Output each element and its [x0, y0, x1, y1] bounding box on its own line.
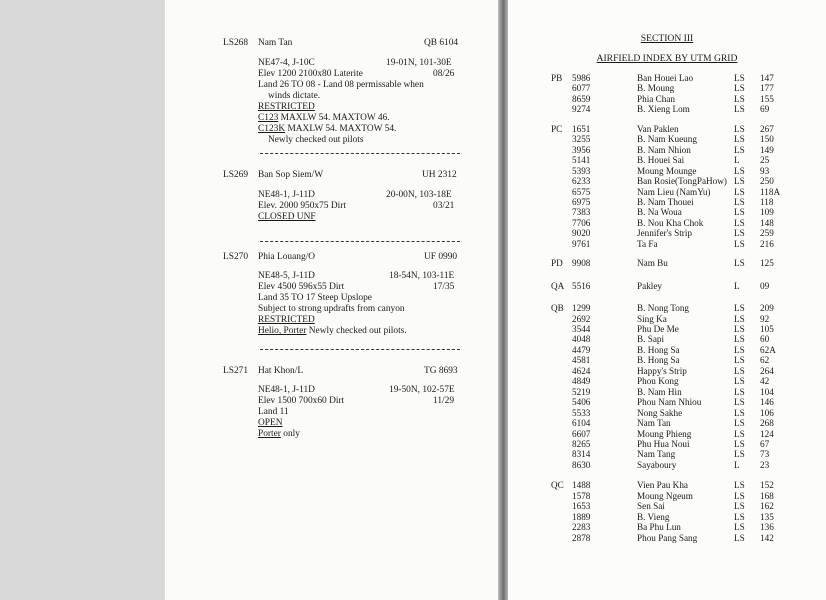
grid-number: 6104 [572, 418, 591, 429]
airfield-type: LS [734, 186, 745, 197]
entry-coords: 20-00N, 103-18E [386, 190, 452, 200]
grid-number: 5986 [572, 73, 591, 83]
airfield-id: 147 [760, 73, 774, 83]
entry-status: OPEN [258, 418, 283, 428]
entry-code: LS269 [223, 170, 249, 180]
section-label: SECTION III [640, 33, 694, 44]
entry-map-ref: NE48-1, J-11D [258, 385, 315, 395]
entry-code: LS270 [223, 252, 249, 262]
entry-status: RESTRICTED [258, 315, 315, 325]
airfield-id: 149 [760, 144, 774, 155]
entry-aircraft [258, 429, 300, 440]
airfield-type: LS [734, 418, 745, 429]
left-page [165, 0, 500, 600]
grid-number: 8314 [572, 449, 591, 460]
entry-restriction [258, 124, 396, 135]
airfield-name: Sen Sai [637, 501, 665, 512]
airfield-id: 267 [760, 123, 774, 134]
entry-grid: TG 8693 [424, 366, 458, 376]
airfield-id: 62A [760, 344, 776, 355]
grid-number: 1488 [572, 480, 591, 491]
airfield-name: Nam Tan [637, 418, 671, 429]
airfield-name: B. Nam Hin [637, 386, 682, 397]
entry-runway: 17/35 [433, 282, 455, 292]
airfield-type: LS [734, 501, 745, 512]
airfield-id: 259 [760, 228, 774, 239]
utm-grid-zone: QC [551, 480, 564, 491]
entry-coords: 19-01N, 101-30E [386, 58, 452, 68]
utm-grid-zone: QA [551, 280, 565, 291]
grid-number: 6607 [572, 428, 591, 439]
airfield-name: B. Nam Kueung [637, 134, 697, 145]
airfield-id: 150 [760, 134, 774, 145]
entry-code: LS271 [223, 366, 249, 376]
entry-map-ref: NE47-4, J-10C [258, 58, 315, 68]
airfield-name: B. Nou Kha Chok [637, 217, 704, 228]
grid-number: 3544 [572, 324, 591, 334]
airfield-id: 177 [760, 83, 774, 94]
divider [260, 241, 460, 242]
entry-runway: 11/29 [433, 396, 455, 406]
grid-number: 8265 [572, 438, 591, 449]
airfield-name: Phou Kong [637, 376, 679, 387]
airfield-name: Nam Tang [637, 449, 676, 460]
aircraft-note: only [280, 429, 300, 439]
grid-number: 7383 [572, 207, 591, 218]
airfield-name: Nong Sakhe [637, 407, 683, 418]
airfield-name: Ba Phu Lun [637, 522, 681, 533]
grid-number: 6575 [572, 186, 591, 197]
airfield-name: Nam Lieu (NamYu) [637, 186, 711, 197]
entry-status: CLOSED UNF [258, 212, 316, 222]
airfield-name: Phu De Me [637, 324, 679, 334]
airfield-name: Ban Houei Lao [637, 73, 694, 83]
airfield-name: B. Sapi [637, 334, 665, 345]
entry-aircraft [258, 326, 407, 337]
grid-number: 4048 [572, 334, 591, 345]
airfield-id: 92 [760, 313, 770, 324]
airfield-id: 142 [760, 532, 774, 543]
airfield-id: 135 [760, 511, 774, 522]
grid-number: 4581 [572, 355, 591, 366]
aircraft-type: Porter [258, 429, 281, 439]
grid-number: 8659 [572, 93, 591, 104]
entry-map-ref: NE48-5, J-11D [258, 271, 315, 281]
airfield-id: 264 [760, 365, 774, 376]
airfield-id: 209 [760, 303, 774, 314]
airfield-id: 69 [760, 104, 770, 115]
airfield-type: LS [734, 397, 745, 408]
airfield-type: L [734, 280, 740, 291]
airfield-id: 148 [760, 217, 774, 228]
airfield-name: B. Vieng [637, 511, 670, 522]
airfield-id: 105 [760, 324, 774, 334]
airfield-type: LS [734, 83, 745, 94]
grid-number: 9908 [572, 258, 591, 269]
grid-number: 9761 [572, 238, 591, 249]
utm-grid-zone: PD [551, 258, 563, 269]
airfield-type: LS [734, 522, 745, 533]
entry-runway: 03/21 [433, 201, 455, 211]
airfield-id: 60 [760, 334, 770, 345]
airfield-type: LS [734, 258, 745, 269]
airfield-type: LS [734, 480, 745, 491]
airfield-type: LS [734, 386, 745, 397]
entry-elev: Elev 1500 700x60 Dirt [258, 396, 345, 406]
airfield-type: LS [734, 438, 745, 449]
airfield-name: Ta Fa [637, 238, 658, 249]
airfield-type: LS [734, 93, 745, 104]
airfield-id: 62 [760, 355, 770, 366]
utm-grid-zone: PC [551, 123, 563, 134]
airfield-id: 155 [760, 93, 774, 104]
entry-restriction [258, 113, 390, 124]
airfield-type: LS [734, 303, 745, 314]
entry-status: RESTRICTED [258, 102, 315, 112]
entry-elev: Elev 1200 2100x80 Laterite [258, 69, 363, 79]
grid-number: 7706 [572, 217, 591, 228]
airfield-type: LS [734, 104, 745, 115]
airfield-id: 23 [760, 459, 770, 470]
restriction-text: MAXLW 54. MAXTOW 54. [285, 124, 397, 134]
scan-margin [0, 0, 165, 600]
entry-grid: UH 2312 [422, 170, 457, 180]
grid-number: 3956 [572, 144, 591, 155]
airfield-name: Nam Bu [637, 258, 668, 269]
airfield-type: LS [734, 324, 745, 334]
grid-number: 9020 [572, 228, 591, 239]
grid-number: 2283 [572, 522, 591, 533]
airfield-type: LS [734, 376, 745, 387]
grid-number: 5516 [572, 280, 591, 291]
entry-elev: Elev. 2000 950x75 Dirt [258, 201, 346, 211]
entry-note: winds dictate. [268, 91, 321, 101]
grid-number: 4479 [572, 344, 591, 355]
airfield-type: LS [734, 511, 745, 522]
airfield-type: LS [734, 532, 745, 543]
airfield-type: LS [734, 344, 745, 355]
grid-number: 1299 [572, 303, 591, 314]
grid-number: 5219 [572, 386, 591, 397]
entry-name: Hat Khon/L [258, 366, 304, 376]
airfield-name: Vien Pau Kha [637, 480, 688, 491]
airfield-id: 118 [760, 196, 774, 207]
airfield-id: 216 [760, 238, 774, 249]
airfield-id: 168 [760, 490, 774, 501]
airfield-name: B. Hong Sa [637, 344, 680, 355]
grid-number: 6077 [572, 83, 591, 94]
grid-number: 1578 [572, 490, 591, 501]
airfield-type: LS [734, 165, 745, 176]
airfield-type: LS [734, 365, 745, 376]
airfield-name: Moung Phieng [637, 428, 692, 439]
grid-number: 1651 [572, 123, 591, 134]
airfield-name: Moung Mounge [637, 165, 697, 176]
airfield-type: LS [734, 207, 745, 218]
airfield-name: Phu Hua Noui [637, 438, 690, 449]
airfield-id: 268 [760, 418, 774, 429]
right-page [508, 0, 826, 600]
airfield-type: LS [734, 73, 745, 83]
index-title [508, 53, 826, 64]
airfield-id: 67 [760, 438, 770, 449]
airfield-name: Happy's Strip [637, 365, 687, 376]
grid-number: 3255 [572, 134, 591, 145]
grid-number: 2692 [572, 313, 591, 324]
airfield-type: L [734, 459, 740, 470]
airfield-type: LS [734, 228, 745, 239]
utm-grid-zone: PB [551, 73, 563, 83]
airfield-name: Sing Ka [637, 313, 667, 324]
airfield-id: 104 [760, 386, 774, 397]
entry-name: Nam Tan [258, 38, 293, 48]
grid-number: 9274 [572, 104, 591, 115]
airfield-name: B. Na Woua [637, 207, 682, 218]
aircraft-type: Helio, Porter [258, 326, 307, 336]
airfield-name: B. Nong Tong [637, 303, 690, 314]
airfield-id: 109 [760, 207, 774, 218]
entry-name: Phia Louang/O [258, 252, 316, 262]
airfield-name: B. Nam Nhion [637, 144, 691, 155]
airfield-id: 124 [760, 428, 774, 439]
airfield-id: 146 [760, 397, 774, 408]
grid-number: 6975 [572, 196, 591, 207]
airfield-id: 250 [760, 176, 774, 187]
airfield-name: Van Paklen [637, 123, 679, 134]
grid-number: 1889 [572, 511, 591, 522]
airfield-type: LS [734, 355, 745, 366]
airfield-name: Phou Nam Nhiou [637, 397, 702, 408]
grid-number: 6233 [572, 176, 591, 187]
airfield-id: 73 [760, 449, 770, 460]
airfield-name: B. Nam Thouei [637, 196, 694, 207]
airfield-name: Phia Chan [637, 93, 676, 104]
airfield-name: B. Xieng Lom [637, 104, 690, 115]
airfield-type: LS [734, 449, 745, 460]
airfield-name: B. Moung [637, 83, 675, 94]
airfield-type: LS [734, 238, 745, 249]
entry-note: Land 26 TO 08 - Land 08 permissable when [258, 80, 424, 90]
grid-number: 5406 [572, 397, 591, 408]
airfield-name: Phou Pang Sang [637, 532, 698, 543]
airfield-name: Pakley [637, 280, 663, 291]
airfield-id: 118A [760, 186, 781, 197]
airfield-type: LS [734, 196, 745, 207]
airfield-type: LS [734, 407, 745, 418]
aircraft-type: C123 [258, 113, 279, 123]
divider [260, 153, 460, 154]
airfield-type: L [734, 155, 740, 166]
grid-number: 4624 [572, 365, 591, 376]
airfield-name: Jennifer's Strip [637, 228, 692, 239]
airfield-type: LS [734, 217, 745, 228]
entry-elev: Elev 4500 596x55 Dirt [258, 282, 345, 292]
airfield-type: LS [734, 428, 745, 439]
airfield-id: 42 [760, 376, 770, 387]
entry-note: Land 11 [258, 407, 289, 417]
grid-number: 5393 [572, 165, 591, 176]
airfield-id: 25 [760, 155, 770, 166]
entry-coords: 18-54N, 103-11E [389, 271, 455, 281]
airfield-name: Sayaboury [637, 459, 677, 470]
grid-number: 4849 [572, 376, 591, 387]
airfield-name: Ban Rosie(TongPaHow) [637, 176, 727, 187]
section-heading [508, 33, 826, 44]
entry-coords: 19-50N, 102-57E [389, 385, 455, 395]
divider [260, 349, 460, 350]
entry-code: LS268 [223, 38, 249, 48]
index-title-label: AIRFIELD INDEX BY UTM GRID [596, 53, 738, 64]
airfield-type: LS [734, 134, 745, 145]
entry-runway: 08/26 [433, 69, 455, 79]
entry-map-ref: NE48-1, J-11D [258, 190, 315, 200]
grid-number: 1653 [572, 501, 591, 512]
grid-number: 5533 [572, 407, 591, 418]
airfield-type: LS [734, 176, 745, 187]
utm-grid-zone: QB [551, 303, 564, 314]
airfield-type: LS [734, 490, 745, 501]
airfield-type: LS [734, 123, 745, 134]
airfield-type: LS [734, 334, 745, 345]
airfield-id: 152 [760, 480, 774, 491]
grid-number: 8630 [572, 459, 591, 470]
aircraft-note: Newly checked out pilots. [306, 326, 407, 336]
airfield-id: 162 [760, 501, 774, 512]
airfield-id: 106 [760, 407, 774, 418]
airfield-name: B. Houei Sai [637, 155, 685, 166]
airfield-id: 09 [760, 280, 770, 291]
restriction-text: MAXLW 54. MAXTOW 46. [278, 113, 390, 123]
airfield-name: Moung Ngeum [637, 490, 693, 501]
grid-number: 2878 [572, 532, 591, 543]
airfield-id: 125 [760, 258, 774, 269]
entry-grid: QB 6104 [424, 38, 459, 48]
airfield-type: LS [734, 313, 745, 324]
entry-note: Subject to strong updrafts from canyon [258, 304, 405, 314]
airfield-type: LS [734, 144, 745, 155]
airfield-id: 136 [760, 522, 774, 533]
entry-name: Ban Sop Siem/W [258, 170, 324, 180]
entry-note: Land 35 TO 17 Steep Upslope [258, 293, 372, 303]
grid-number: 5141 [572, 155, 591, 166]
airfield-id: 93 [760, 165, 770, 176]
entry-footer: Newly checked out pilots [268, 135, 364, 145]
aircraft-type: C123K [258, 124, 286, 134]
airfield-name: B. Hong Sa [637, 355, 680, 366]
entry-grid: UF 0990 [424, 252, 458, 262]
